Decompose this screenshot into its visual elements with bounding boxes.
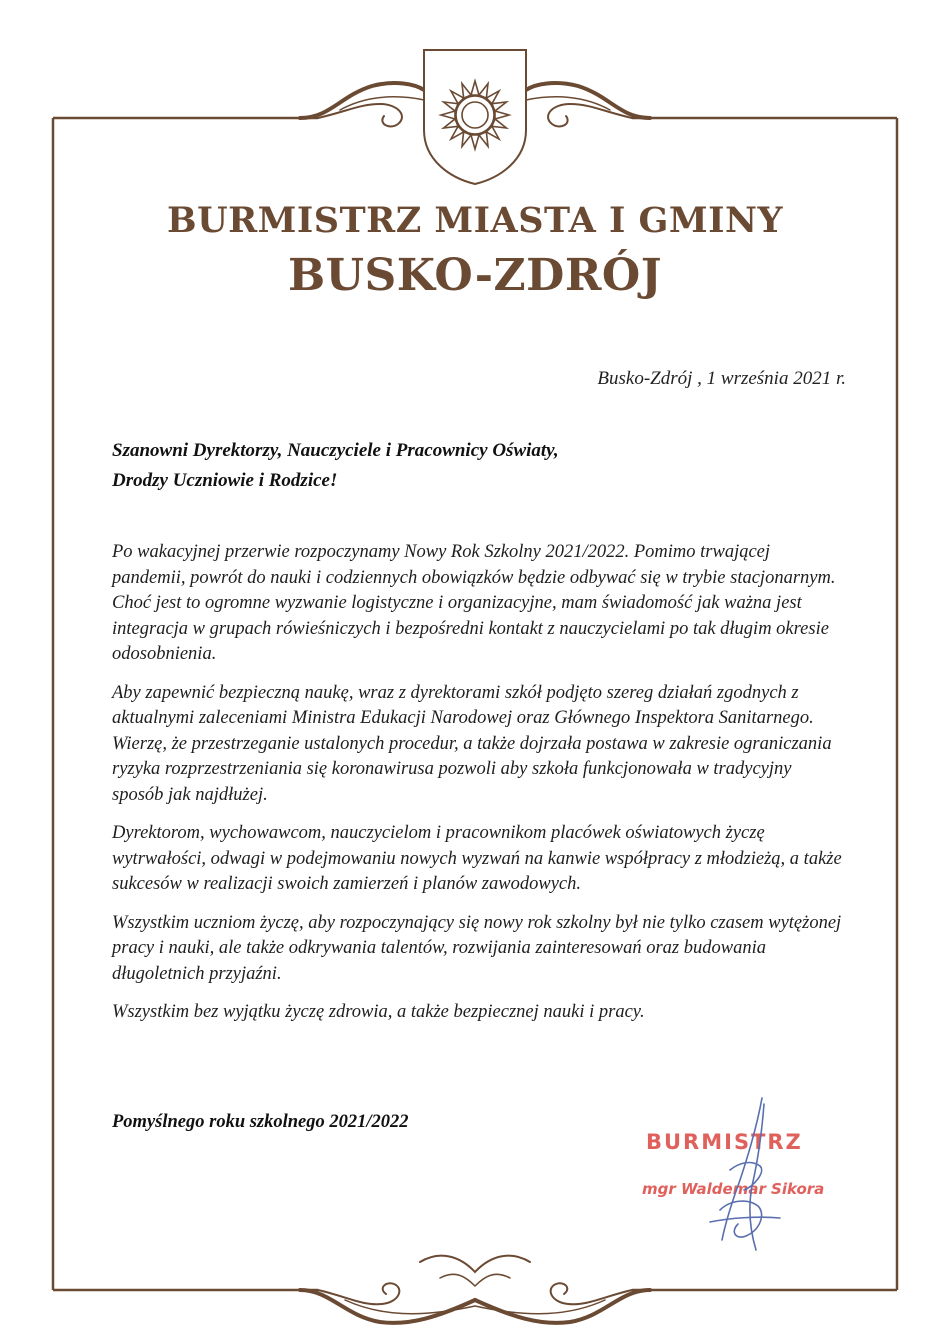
body-paragraph-3: Dyrektorom, wychowawcom, nauczycielom i pracownikom placówek oświatowych życzę wytrwałości, odwagi w podejmowaniu nowych wyzwań na kanwie współpracy z młodzieżą, a także sukcesów w realizacji swoich zamierzeń i planów zawodowych.: [112, 823, 842, 894]
body-paragraph-2: Aby zapewnić bezpieczną naukę, wraz z dyrektorami szkół podjęto szereg działań zgodnych z aktualnymi zaleceniami Ministra Edukacji Narodowej oraz Głównego Inspektora Sanitarnego. Wierzę, że przestrzeganie ustalonych procedur, a także dojrzała postawa w zakresie ograniczania ryzyka rozprzestrzeniania się koronawirusa pozwoli aby szkoła funkcjonowała w tradycyjny sposób jak najdłużej.: [112, 682, 832, 805]
issuer-title: BURMISTRZ MIASTA I GMINY: [166, 200, 783, 241]
salutation-line-2: Drodzy Uczniowie i Rodzice!: [112, 470, 338, 491]
salutation: [112, 436, 559, 496]
body-paragraph-4: Wszystkim uczniom życzę, aby rozpoczynający się nowy rok szkolny był nie tylko czasem wytężonej pracy i nauki, ale także odkrywania talentów, rozwijania zainteresowań oraz budowania długoletnich przyjaźni.: [112, 912, 842, 984]
letter-date: Busko-Zdrój , 1 września 2021 r.: [597, 368, 846, 389]
bottom-flourish-ornament: [300, 1256, 650, 1323]
stamp-name: mgr Waldemar Sikora: [642, 1180, 825, 1198]
closing-wish: Pomyślnego roku szkolnego 2021/2022: [112, 1112, 409, 1132]
salutation-line-1: Szanowni Dyrektorzy, Nauczyciele i Pracownicy Oświaty,: [112, 440, 559, 461]
stamp-title: BURMISTRZ: [646, 1130, 803, 1154]
body-paragraph-1: Po wakacyjnej przerwie rozpoczynamy Nowy Rok Szkolny 2021/2022. Pomimo trwającej pandemii, powrót do nauki i codziennych obowiązków będzie odbywać się w trybie stacjonarnym. Choć jest to ogromne wyzwanie logistyczne i organizacyjne, mam świadomość jak ważna jest integracja w grupach rówieśniczych i bezpośredni kontakt z nauczycielami po tak długim okresie odosobnienia.: [112, 542, 836, 664]
letter-body: [112, 540, 842, 1039]
town-name: BUSKO-ZDRÓJ: [287, 250, 663, 301]
sun-coat-of-arms-icon: [424, 50, 526, 184]
body-paragraph-5: Wszystkim bez wyjątku życzę zdrowia, a także bezpiecznej nauki i pracy.: [112, 1002, 645, 1022]
handwritten-signature: [700, 1090, 790, 1260]
